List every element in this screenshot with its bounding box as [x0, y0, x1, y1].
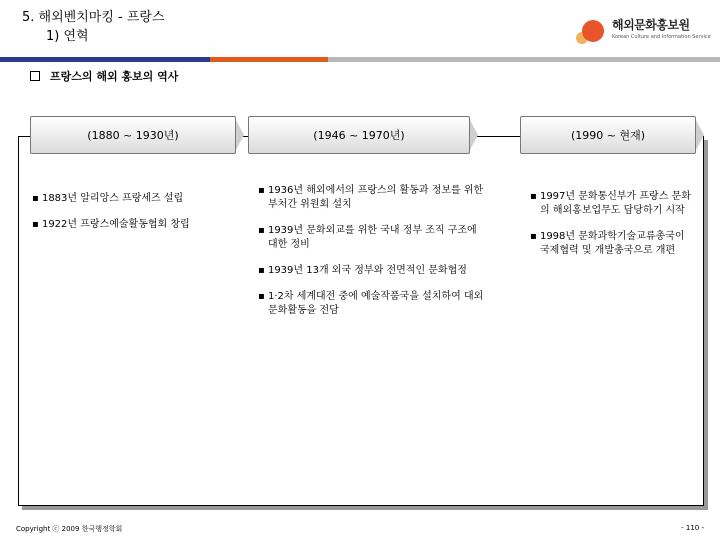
column-1-list — [32, 192, 232, 244]
column-header-1 — [30, 116, 236, 154]
column-2-list — [258, 184, 484, 330]
header-bar-orange — [210, 57, 328, 62]
list-item: ▪ 1939년 문화외교를 위한 국내 정부 조직 구조에 대한 정비 — [258, 225, 477, 250]
section-heading — [30, 68, 178, 84]
chevron-right-icon — [236, 120, 244, 150]
list-item: ▪ 1936년 해외에서의 프랑스의 활동과 정보를 위한 부처간 위원회 설치 — [258, 185, 484, 210]
list-item: ▪ 1939년 13개 외국 정부와 전면적인 문화협정 — [258, 265, 467, 276]
column-3-list — [530, 190, 692, 270]
page-title — [22, 8, 165, 46]
list-item: ▪ 1997년 문화통신부가 프랑스 문화의 해외홍보업무도 담당하기 시작 — [530, 191, 691, 216]
logo-name: 해외문화홍보원 — [612, 18, 690, 32]
column-header-2 — [248, 116, 470, 154]
header-bar-gray — [328, 57, 720, 62]
title-line-1: 5. 해외벤치마킹 - 프랑스 — [22, 10, 165, 25]
header-bar-navy — [0, 57, 210, 62]
column-header-3 — [520, 116, 696, 154]
list-item: ▪ 1922년 프랑스예술활동협회 창립 — [32, 219, 190, 230]
title-line-2: 1) 연혁 — [46, 29, 89, 44]
logo-tagline: Korean Culture and Information Service — [612, 34, 711, 40]
chevron-right-icon — [470, 120, 478, 150]
column-header-3-label: (1990 ~ 현재) — [570, 129, 646, 142]
column-header-2-label: (1946 ~ 1970년) — [313, 129, 405, 142]
checkbox-bullet-icon — [30, 71, 40, 81]
page-number: - 110 - — [681, 524, 704, 532]
list-item: ▪ 1998년 문화과학기술교류총국이 국제협력 및 개발총국으로 개편 — [530, 231, 685, 256]
chevron-right-icon — [696, 120, 704, 150]
list-item: ▪ 1·2차 세계대전 중에 예술작품국을 설치하여 대외 문화활동을 전담 — [258, 291, 484, 316]
copyright-text: Copyright ⓒ 2009 한국행정학회 — [16, 525, 123, 533]
logo — [576, 14, 716, 48]
section-title: 프랑스의 해외 홍보의 역사 — [50, 70, 179, 83]
column-header-1-label: (1880 ~ 1930년) — [87, 129, 179, 142]
list-item: ▪ 1883년 알리앙스 프랑세즈 설립 — [32, 193, 184, 204]
logo-mark — [582, 20, 604, 42]
